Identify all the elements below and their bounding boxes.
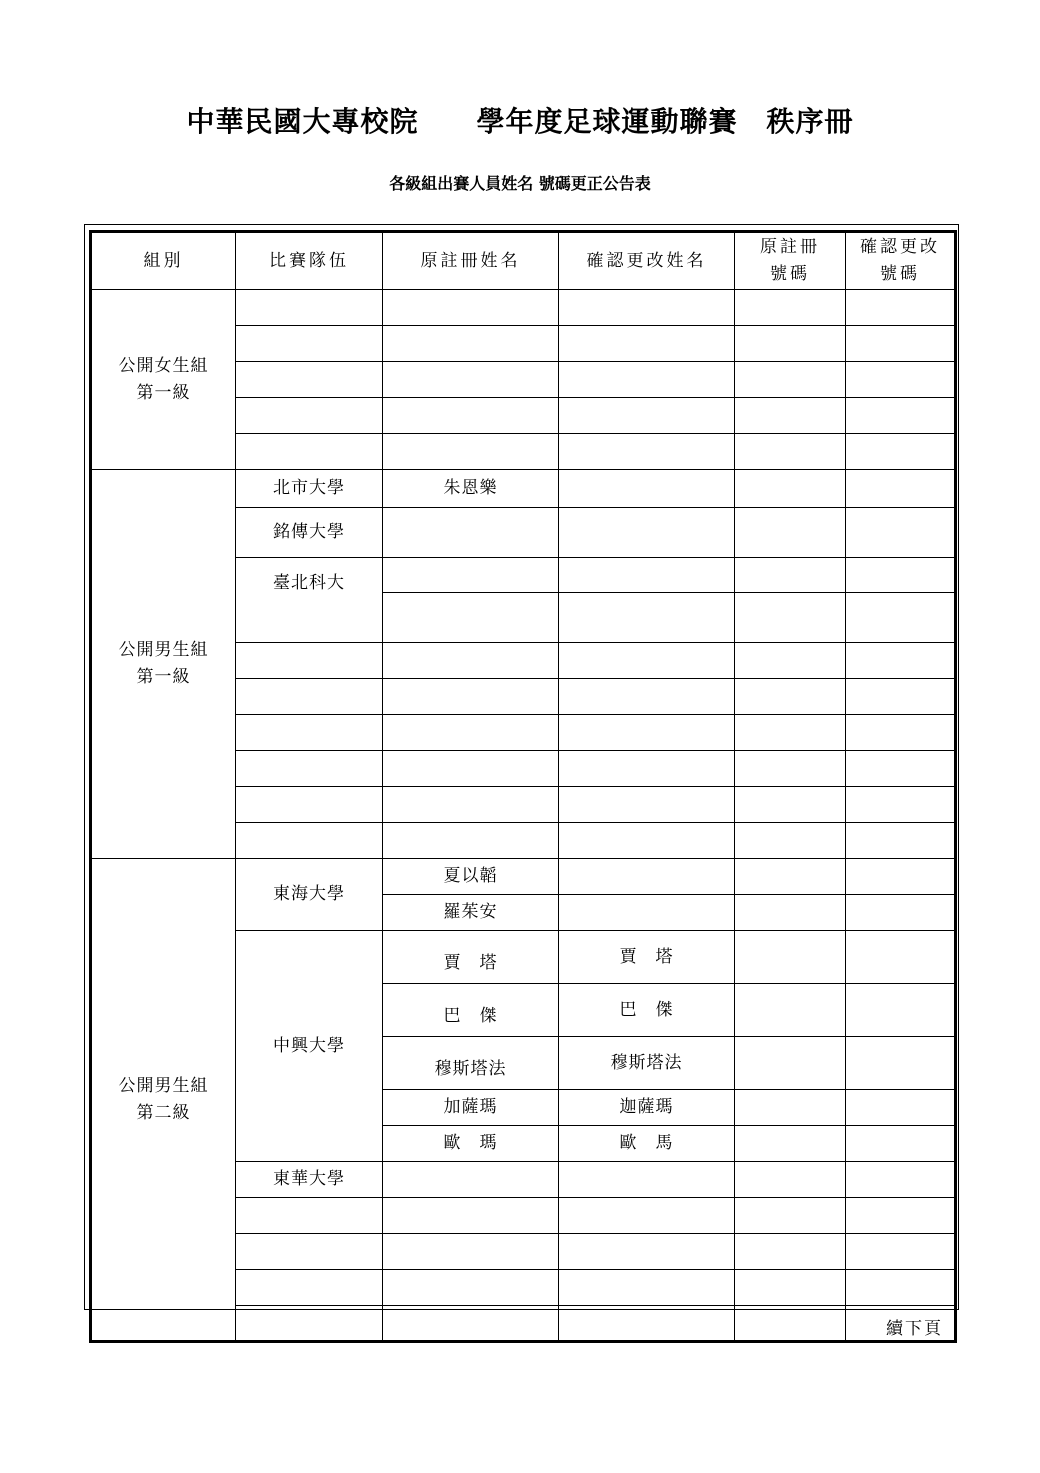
confirmed-name-cell: 賈 塔 [559,931,735,984]
header-confirmed-number: 確認更改 號碼 [846,232,956,290]
original-name-cell: 歐 瑪 [383,1126,559,1162]
confirmed-name-cell [559,470,735,508]
confirmed-name-cell: 穆斯塔法 [559,1037,735,1090]
group-cell: 公開女生組 第一級 [91,290,236,470]
confirmed-name-cell [559,895,735,931]
header-original-name: 原註冊姓名 [383,232,559,290]
header-team: 比賽隊伍 [236,232,383,290]
team-cell: 中興大學 [236,931,383,1162]
team-cell: 東華大學 [236,1162,383,1198]
table-row [91,290,956,326]
group-cell: 公開男生組 第二級 [91,859,236,1342]
header-row [91,232,956,290]
confirmed-name-cell [559,859,735,895]
team-cell: 北市大學 [236,470,383,508]
original-name-cell: 朱恩樂 [383,470,559,508]
confirmed-name-cell: 迦薩瑪 [559,1090,735,1126]
original-name-cell: 穆斯塔法 [383,1037,559,1090]
header-group: 組別 [91,232,236,290]
page-title: 中華民國大專校院 學年度足球運動聯賽 秩序冊 [186,105,854,138]
header-confirmed-name: 確認更改姓名 [559,232,735,290]
original-name-cell: 巴 傑 [383,984,559,1037]
continued-note: 續下頁 [886,1319,943,1339]
team-cell: 臺北科大 [236,558,383,643]
team-cell: 銘傳大學 [236,508,383,558]
group-cell: 公開男生組 第一級 [91,470,236,859]
original-name-cell: 加薩瑪 [383,1090,559,1126]
original-name-cell: 賈 塔 [383,931,559,984]
correction-table [89,230,957,1343]
original-name-cell: 夏以韜 [383,859,559,895]
confirmed-name-cell: 巴 傑 [559,984,735,1037]
table-row [91,470,956,508]
header-original-number: 原註冊 號碼 [735,232,846,290]
original-name-cell: 羅茱安 [383,895,559,931]
table-row [91,859,956,895]
team-cell: 東海大學 [236,859,383,931]
page-subtitle: 各級組出賽人員姓名 號碼更正公告表 [389,174,651,193]
confirmed-name-cell: 歐 馬 [559,1126,735,1162]
